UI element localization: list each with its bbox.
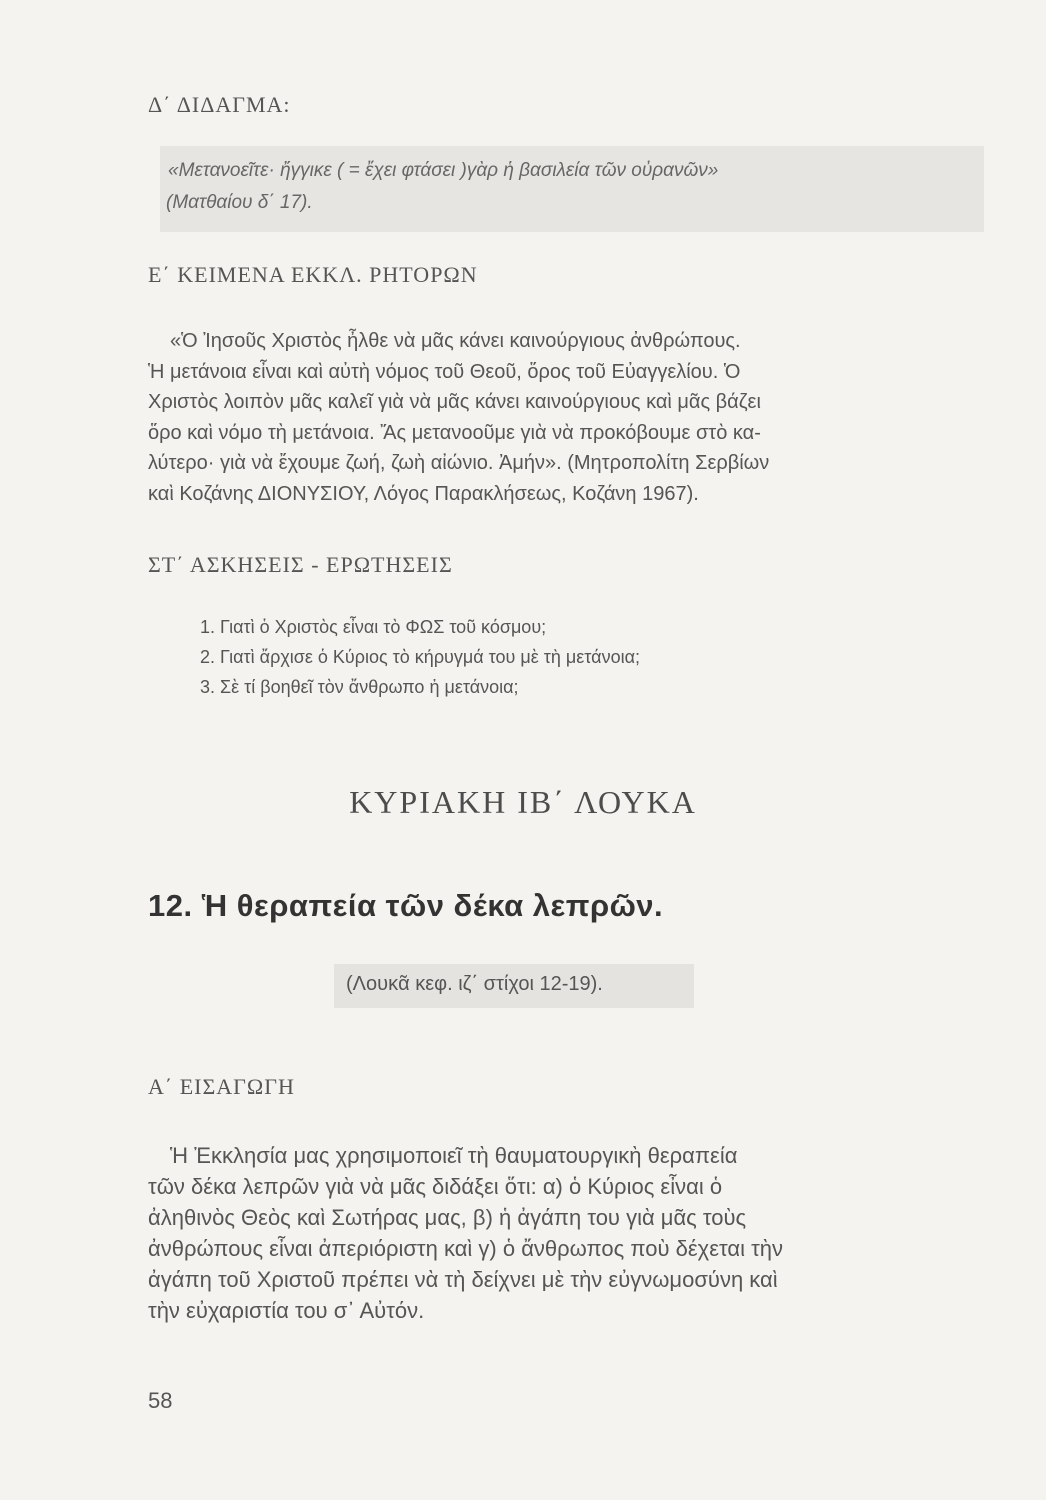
section-a-heading: Α΄ ΕΙΣΑΓΩΓΗ <box>148 1074 295 1099</box>
section-d-heading: Δ΄ ΔΙΔΑΓΜΑ: <box>148 92 291 117</box>
lesson-title: 12. Ἡ θεραπεία τῶν δέκα λεπρῶν. <box>148 888 664 923</box>
section-a-line: Ἡ Ἐκκλησία μας χρησιμοποιεῖ τὴ θαυματουργικὴ θεραπεία <box>170 1143 738 1168</box>
section-a-line: τῶν δέκα λεπρῶν γιὰ νὰ μᾶς διδάξει ὅτι: α) ὁ Κύριος εἶναι ὁ <box>148 1174 723 1199</box>
question-item: 2. Γιατὶ ἄρχισε ὁ Κύριος τὸ κήρυγμά του μὲ τὴ μετάνοια; <box>200 647 640 667</box>
section-st-heading: ΣΤ΄ ΑΣΚΗΣΕΙΣ - ΕΡΩΤΗΣΕΙΣ <box>148 552 453 577</box>
question-item: 1. Γιατὶ ὁ Χριστὸς εἶναι τὸ ΦΩΣ τοῦ κόσμου; <box>200 617 547 637</box>
section-a-text <box>148 1140 990 1326</box>
section-a-line: τὴν εὐχαριστία του σ᾽ Αὐτόν. <box>148 1298 425 1323</box>
questions-list <box>200 612 640 702</box>
section-e-text <box>148 326 990 509</box>
section-e-heading: Ε΄ ΚΕΙΜΕΝΑ ΕΚΚΛ. ΡΗΤΟΡΩΝ <box>148 262 478 287</box>
section-e-line: ὅρο καὶ νόμο τὴ μετάνοια. Ἄς μετανοοῦμε γιὰ νὰ προκόβουμε στὸ κα- <box>148 421 761 444</box>
lesson-reference-box <box>334 964 694 1008</box>
section-a-line: ἀγάπη τοῦ Χριστοῦ πρέπει νὰ τὴ δείχνει μὲ τὴν εὐγνωμοσύνη καὶ <box>148 1267 778 1292</box>
section-e-line: λύτερο· γιὰ νὰ ἔχουμε ζωή, ζωὴ αἰώνιο. Ἀμήν». (Μητροπολίτη Σερβίων <box>148 452 770 474</box>
section-a-line: ἀνθρώπους εἶναι ἀπεριόριστη καὶ γ) ὁ ἄνθρωπος ποὺ δέχεται τὴν <box>148 1236 784 1261</box>
quote-box <box>160 146 984 232</box>
question-item: 3. Σὲ τί βοηθεῖ τὸν ἄνθρωπο ἡ μετάνοια; <box>200 677 519 697</box>
section-e-line: καὶ Κοζάνης ΔΙΟΝΥΣΙΟΥ, Λόγος Παρακλήσεως, Κοζάνη 1967). <box>148 482 699 505</box>
lesson-reference: (Λουκᾶ κεφ. ιζ΄ στίχοι 12-19). <box>346 973 603 995</box>
section-e-line: Ἡ μετάνοια εἶναι καὶ αὐτὴ νόμος τοῦ Θεοῦ, ὅρος τοῦ Εὐαγγελίου. Ὁ <box>148 360 741 383</box>
section-e-line: «Ὁ Ἰησοῦς Χριστὸς ἦλθε νὰ μᾶς κάνει καινούργιους ἀνθρώπους. <box>170 330 741 352</box>
page-number: 58 <box>148 1388 173 1413</box>
section-a-line: ἀληθινὸς Θεὸς καὶ Σωτήρας μας, β) ἡ ἀγάπη του γιὰ μᾶς τοὺς <box>148 1205 747 1230</box>
sunday-title: ΚΥΡΙΑΚΗ ΙΒ΄ ΛΟΥΚΑ <box>349 784 697 820</box>
quote-line-1: «Μετανοεῖτε· ἤγγικε ( = ἔχει φτάσει )γὰρ ἡ βασιλεία τῶν οὐρανῶν» <box>168 160 719 181</box>
section-e-line: Χριστὸς λοιπὸν μᾶς καλεῖ γιὰ νὰ μᾶς κάνει καινούργιους καὶ μᾶς βάζει <box>148 391 761 413</box>
quote-line-2: (Ματθαίου δ΄ 17). <box>166 192 313 213</box>
